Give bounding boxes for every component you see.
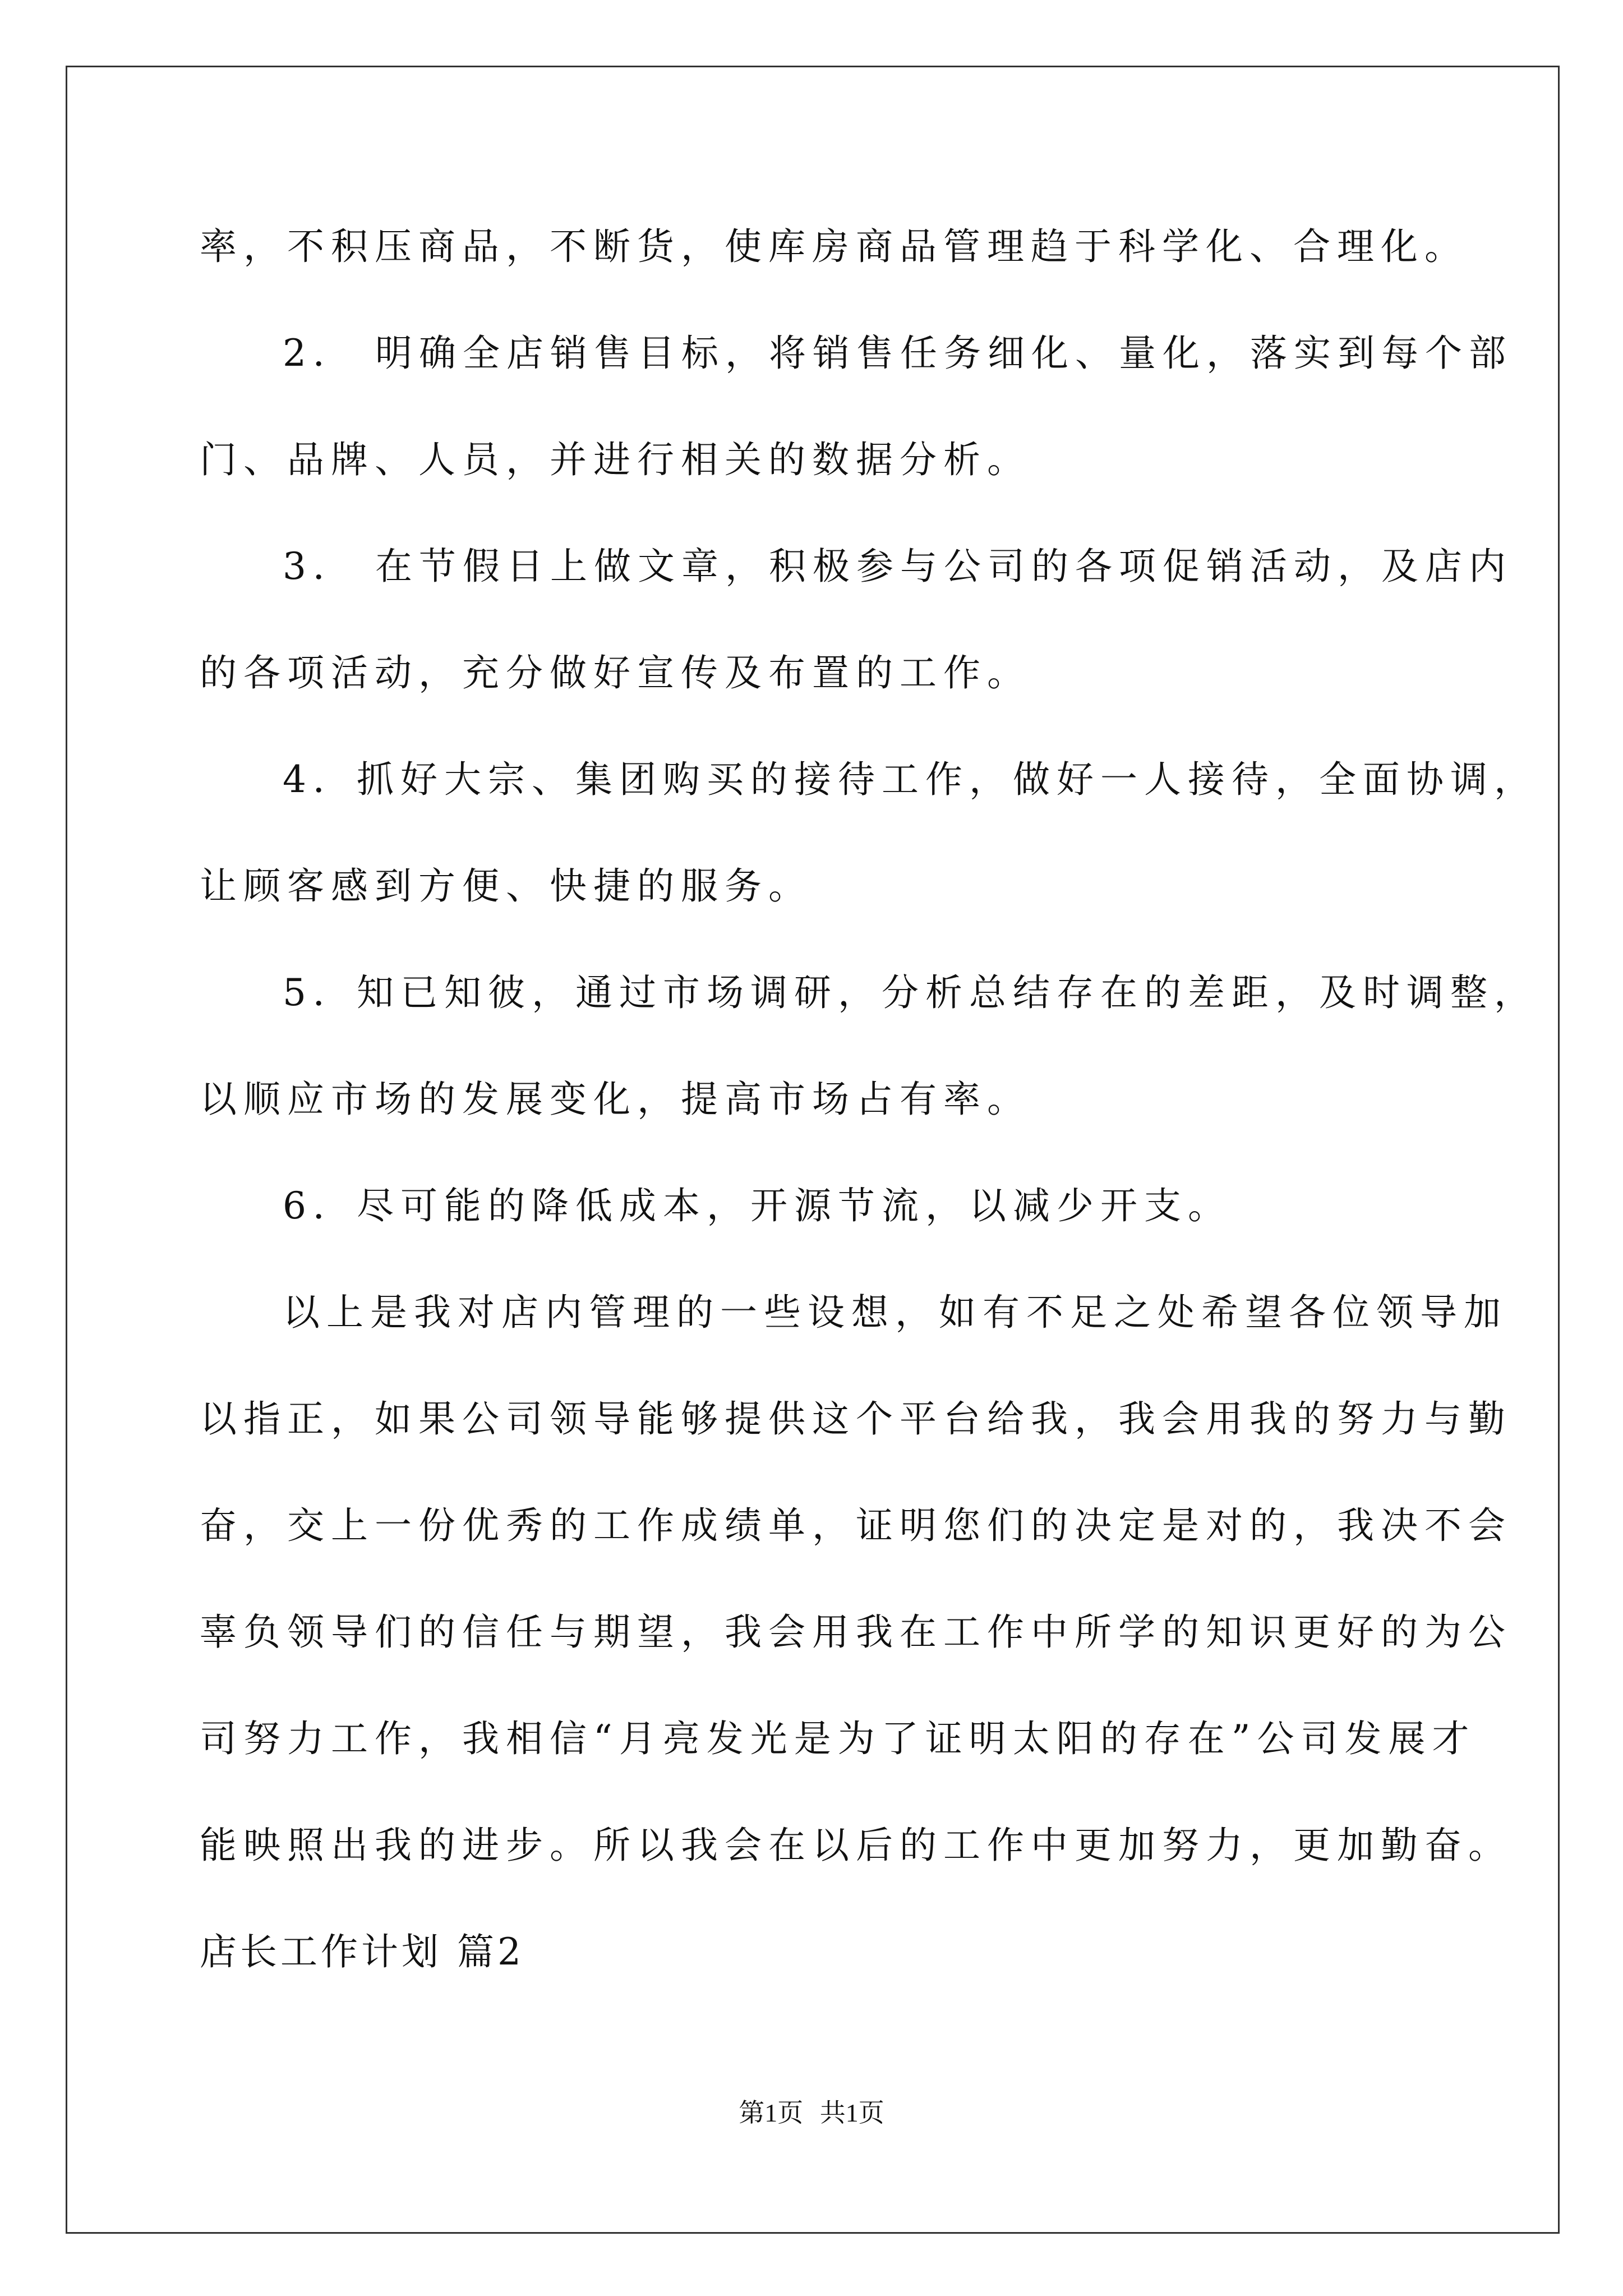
paragraph-line: 5．知已知彼，通过市场调研，分析总结存在的差距，及时调整， [283, 971, 1538, 1014]
page-border [66, 66, 1560, 2234]
paragraph-line: 4．抓好大宗、集团购买的接待工作，做好一人接待，全面协调， [283, 758, 1538, 801]
paragraph-line: 门、品牌、人员，并进行相关的数据分析。 [200, 438, 1031, 481]
paragraph-line: 司努力工作，我相信“月亮发光是为了证明太阳的存在”公司发展才 [200, 1717, 1476, 1760]
paragraph-line: 6．尽可能的降低成本，开源节流，以减少开支。 [283, 1184, 1232, 1227]
paragraph-line: 奋，交上一份优秀的工作成绩单，证明您们的决定是对的，我决不会 [200, 1504, 1512, 1547]
paragraph-line: 以顺应市场的发展变化，提高市场占有率。 [200, 1078, 1031, 1121]
paragraph-line: 3． 在节假日上做文章，积极参与公司的各项促销活动，及店内 [283, 545, 1513, 588]
page-number-footer: 第1页 共1页 [739, 2099, 884, 2127]
paragraph-line: 能映照出我的进步。所以我会在以后的工作中更加努力，更加勤奋。 [200, 1824, 1512, 1867]
paragraph-line: 率，不积压商品，不断货，使库房商品管理趋于科学化、合理化。 [200, 225, 1468, 268]
paragraph-line: 的各项活动，充分做好宣传及布置的工作。 [200, 651, 1031, 694]
paragraph-line: 辜负领导们的信任与期望，我会用我在工作中所学的知识更好的为公 [200, 1611, 1512, 1654]
paragraph-line: 让顾客感到方便、快捷的服务。 [200, 864, 812, 908]
paragraph-line: 以指正，如果公司领导能够提供这个平台给我，我会用我的努力与勤 [200, 1397, 1512, 1441]
paragraph-line: 2． 明确全店销售目标，将销售任务细化、量化，落实到每个部 [283, 332, 1513, 375]
paragraph-line: 以上是我对店内管理的一些设想，如有不足之处希望各位领导加 [283, 1291, 1507, 1334]
section-heading: 店长工作计划 篇2 [200, 1930, 524, 1973]
